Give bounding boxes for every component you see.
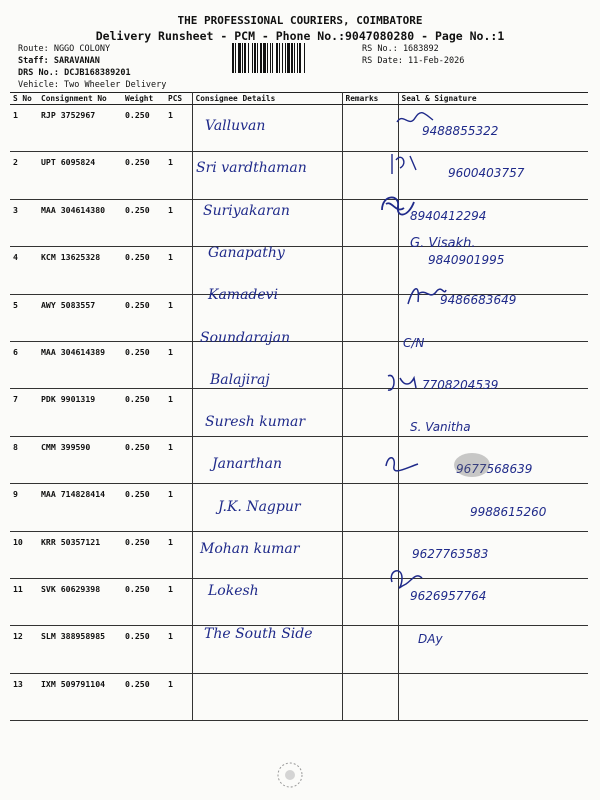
handwritten-signature-text: 9988615260 xyxy=(470,504,547,519)
cell-pcs: 1 xyxy=(165,294,192,341)
cell-weight: 0.250 xyxy=(122,578,165,625)
handwritten-consignee-name: Valluvan xyxy=(205,118,266,134)
cell-remarks xyxy=(342,673,398,720)
handwritten-signature-text: 7708204539 xyxy=(422,377,499,392)
signature-scribble-1 xyxy=(395,110,435,130)
cell-consignment: SVK 60629398 xyxy=(38,578,122,625)
cell-consignment: MAA 304614389 xyxy=(38,341,122,388)
cell-weight: 0.250 xyxy=(122,484,165,531)
ink-smudge xyxy=(452,450,492,480)
col-consignment-header: Consignment No xyxy=(38,93,122,105)
drs-value: DCJB168389201 xyxy=(64,68,131,78)
handwritten-signature-text: 9840901995 xyxy=(428,252,505,267)
handwritten-consignee-name: Kamadevi xyxy=(208,287,279,304)
cell-pcs: 1 xyxy=(165,436,192,483)
signature-scribble-9 xyxy=(382,450,422,474)
col-remarks-header: Remarks xyxy=(342,93,398,105)
cell-consignment: RJP 3752967 xyxy=(38,105,122,152)
cell-weight: 0.250 xyxy=(122,294,165,341)
handwritten-signature-text: 9677568639 xyxy=(456,462,533,477)
handwritten-consignee-name: Sri vardthaman xyxy=(196,160,307,177)
handwritten-consignee-name: Suresh kumar xyxy=(205,414,306,431)
drs-line xyxy=(18,68,131,78)
handwritten-signature-text: 9626957764 xyxy=(410,589,487,604)
staff-label: Staff: xyxy=(18,56,49,66)
cell-sno: 7 xyxy=(10,389,38,436)
handwritten-signature-text: 9486683649 xyxy=(440,293,517,308)
handwritten-signature-text: S. Vanitha xyxy=(410,420,471,435)
cell-weight: 0.250 xyxy=(122,341,165,388)
col-seal-header: Seal & Signature xyxy=(398,93,588,105)
cell-pcs: 1 xyxy=(165,152,192,199)
handwritten-consignee-name: Balajiraj xyxy=(210,371,270,388)
cell-weight: 0.250 xyxy=(122,673,165,720)
col-sno-header: S No xyxy=(10,93,38,105)
cell-consignment: IXM 509791104 xyxy=(38,673,122,720)
handwritten-consignee-name: The South Side xyxy=(204,625,313,642)
handwritten-signature-text: 9488855322 xyxy=(422,124,499,138)
signature-scribble-2 xyxy=(386,150,422,178)
table-row xyxy=(10,436,588,483)
cell-pcs: 1 xyxy=(165,626,192,673)
route-label: Route: NGGO COLONY xyxy=(18,44,111,54)
cell-weight: 0.250 xyxy=(122,105,165,152)
stamp-mark xyxy=(270,760,310,790)
signature-scribble-3 xyxy=(378,190,418,220)
cell-weight: 0.250 xyxy=(122,389,165,436)
cell-remarks xyxy=(342,294,398,341)
staff-line xyxy=(18,56,100,66)
cell-pcs: 1 xyxy=(165,105,192,152)
cell-pcs: 1 xyxy=(165,484,192,531)
table-row xyxy=(10,105,588,152)
cell-sno: 11 xyxy=(10,578,38,625)
col-weight-header: Weight xyxy=(122,93,165,105)
table-header-row xyxy=(10,93,588,105)
cell-consignment: KCM 13625328 xyxy=(38,247,122,294)
cell-sno: 9 xyxy=(10,484,38,531)
cell-sno: 8 xyxy=(10,436,38,483)
handwritten-signature-text: C/N xyxy=(403,335,425,350)
barcode xyxy=(232,43,356,73)
cell-remarks xyxy=(342,105,398,152)
cell-consignment: PDK 9901319 xyxy=(38,389,122,436)
cell-pcs: 1 xyxy=(165,578,192,625)
cell-sno: 2 xyxy=(10,152,38,199)
rs-number: RS No.: 1683892 xyxy=(362,44,439,54)
table-row xyxy=(10,578,588,625)
cell-sno: 13 xyxy=(10,673,38,720)
cell-sno: 1 xyxy=(10,105,38,152)
col-details-header: Consignee Details xyxy=(192,93,342,105)
handwritten-signature-text: DAy xyxy=(418,631,443,646)
cell-remarks xyxy=(342,389,398,436)
cell-sno: 4 xyxy=(10,247,38,294)
handwritten-signature-text: 9627763583 xyxy=(412,547,489,561)
col-pcs-header: PCS xyxy=(165,93,192,105)
cell-weight: 0.250 xyxy=(122,436,165,483)
cell-pcs: 1 xyxy=(165,199,192,246)
cell-remarks xyxy=(342,626,398,673)
cell-weight: 0.250 xyxy=(122,626,165,673)
cell-sno: 10 xyxy=(10,531,38,578)
drs-label: DRS No.: xyxy=(18,68,59,78)
cell-sno: 3 xyxy=(10,199,38,246)
table-row xyxy=(10,673,588,720)
signature-scribble-5 xyxy=(404,282,448,308)
handwritten-consignee-name: Mohan kumar xyxy=(200,541,300,557)
cell-weight: 0.250 xyxy=(122,199,165,246)
cell-seal-signature xyxy=(398,673,588,720)
table-row xyxy=(10,199,588,246)
cell-weight: 0.250 xyxy=(122,152,165,199)
cell-consignment: CMM 399590 xyxy=(38,436,122,483)
company-title: THE PROFESSIONAL COURIERS, COIMBATORE xyxy=(177,14,423,27)
cell-consignee-details xyxy=(192,673,342,720)
handwritten-consignee-name: Janarthan xyxy=(212,456,283,473)
handwritten-signature-text: 8940412294 xyxy=(410,208,487,223)
cell-remarks xyxy=(342,484,398,531)
cell-consignment: KRR 50357121 xyxy=(38,531,122,578)
table-row xyxy=(10,341,588,388)
cell-pcs: 1 xyxy=(165,531,192,578)
cell-sno: 5 xyxy=(10,294,38,341)
cell-weight: 0.250 xyxy=(122,247,165,294)
handwritten-consignee-name: Lokesh xyxy=(208,583,259,600)
cell-pcs: 1 xyxy=(165,341,192,388)
signature-scribble-12 xyxy=(386,564,426,592)
handwritten-consignee-name: Suriyakaran xyxy=(203,202,290,219)
staff-value: SARAVANAN xyxy=(53,56,100,66)
handwritten-signature-text: 9600403757 xyxy=(448,166,525,181)
cell-sno: 12 xyxy=(10,626,38,673)
cell-consignment: SLM 388958985 xyxy=(38,626,122,673)
cell-seal-signature xyxy=(398,436,588,483)
cell-consignment: AWY 5083557 xyxy=(38,294,122,341)
handwritten-consignee-name: Soundarajan xyxy=(200,329,291,346)
cell-sno: 6 xyxy=(10,341,38,388)
cell-pcs: 1 xyxy=(165,247,192,294)
vehicle-label: Vehicle: Two Wheeler Delivery xyxy=(18,80,167,90)
cell-remarks xyxy=(342,247,398,294)
signature-scribble-7 xyxy=(384,372,420,394)
cell-consignment: UPT 6095824 xyxy=(38,152,122,199)
rs-date: RS Date: 11-Feb-2026 xyxy=(362,56,465,66)
cell-consignment: MAA 304614380 xyxy=(38,199,122,246)
handwritten-consignee-name: Ganapathy xyxy=(208,244,285,261)
runsheet-heading: Delivery Runsheet - PCM - Phone No.:9047080280 - Page No.:1 xyxy=(95,29,505,43)
cell-pcs: 1 xyxy=(165,673,192,720)
cell-weight: 0.250 xyxy=(122,531,165,578)
handwritten-consignee-name: J.K. Nagpur xyxy=(218,498,301,515)
cell-consignment: MAA 714828414 xyxy=(38,484,122,531)
cell-pcs: 1 xyxy=(165,389,192,436)
signature-visakh: G. Visakh. xyxy=(410,236,476,251)
